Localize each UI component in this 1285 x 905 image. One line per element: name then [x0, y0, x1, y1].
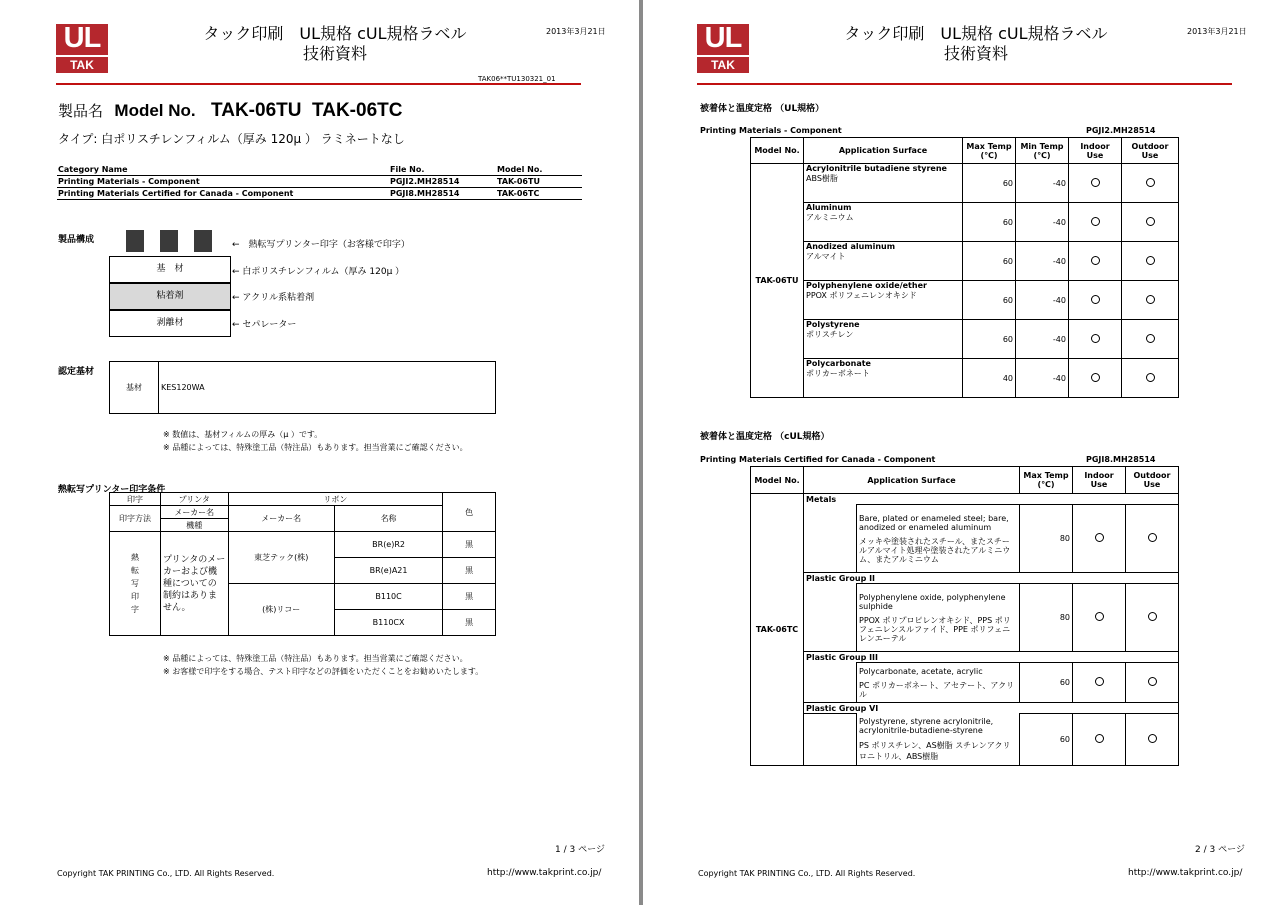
print-conditions-label: 熱転写プリンター印字条件: [58, 485, 166, 495]
table-cell: 印字方法: [110, 506, 161, 532]
ul-model: TAK-06TU: [751, 164, 804, 398]
cul-heading: 被着体と温度定格 （cUL規格）: [700, 432, 830, 442]
table-cell: 60: [1020, 714, 1073, 766]
table-cell: (株)リコー: [228, 584, 334, 636]
layer-note: ← アクリル系粘着剤: [232, 293, 315, 303]
table-cell: Max Temp (℃): [1020, 467, 1073, 494]
table-cell: [1126, 714, 1179, 766]
table-cell: Anodized aluminum アルマイト: [804, 242, 963, 281]
cul-rating-table: [750, 466, 1179, 766]
table-cell: -40: [1016, 359, 1069, 398]
table-cell: [1069, 359, 1122, 398]
logo-ul-text: UL: [63, 22, 101, 54]
table-cell: 色: [443, 493, 496, 532]
circle-icon: [1148, 612, 1157, 621]
note: ※ 品種によっては、特殊塗工品（特注品）もあります。担当営業にご確認ください。: [163, 443, 468, 452]
circle-icon: [1091, 295, 1100, 304]
circle-icon: [1146, 295, 1155, 304]
note: ※ 数値は、基材フィルムの厚み（μ ）です。: [163, 430, 323, 439]
table-cell: 60: [963, 320, 1016, 359]
header-rule: [56, 83, 581, 85]
table-cell: 黒: [443, 610, 496, 636]
table-cell: [1126, 663, 1179, 703]
circle-icon: [1146, 178, 1155, 187]
circle-icon: [1146, 217, 1155, 226]
logo-tak-text: TAK: [70, 58, 94, 72]
table-cell: B110C: [334, 584, 442, 610]
print-chip: [126, 230, 144, 252]
table-cell: [1073, 663, 1126, 703]
table-cell: [1069, 242, 1122, 281]
document-title: タック印刷 UL規格 cUL規格ラベル 技術資料: [844, 24, 1108, 63]
table-cell: Model No.: [497, 165, 543, 174]
document-date: 2013年3月21日: [1187, 27, 1247, 36]
category-table: [57, 164, 582, 200]
table-cell: リボン: [228, 493, 443, 506]
circle-icon: [1146, 334, 1155, 343]
document-title: タック印刷 UL規格 cUL規格ラベル 技術資料: [203, 24, 467, 63]
print-chip: [160, 230, 178, 252]
table-cell: 名称: [334, 506, 442, 532]
table-cell: 80: [1020, 584, 1073, 652]
table-cell: Model No.: [751, 467, 804, 494]
circle-icon: [1095, 612, 1104, 621]
table-cell: [1069, 320, 1122, 359]
table-cell: -40: [1016, 242, 1069, 281]
note: ※ 品種によっては、特殊塗工品（特注品）もあります。担当営業にご確認ください。: [163, 654, 468, 663]
table-cell: 印字: [110, 493, 161, 506]
table-cell: Indoor Use: [1069, 138, 1122, 164]
table-cell: [1073, 714, 1126, 766]
page-number: 2 / 3 ページ: [1195, 845, 1245, 855]
table-cell: 60: [963, 281, 1016, 320]
table-cell: Model No.: [751, 138, 804, 164]
table-cell: Polycarbonate ポリカーボネート: [804, 359, 963, 398]
table-cell: Polycarbonate, acetate, acrylic PC ポリカーボネート、アセテート、アクリル: [857, 663, 1020, 703]
table-cell: -40: [1016, 320, 1069, 359]
table-cell: 60: [963, 164, 1016, 203]
table-cell: 熱転写印字: [110, 532, 161, 636]
table-cell: [1126, 505, 1179, 573]
footer-url[interactable]: http://www.takprint.co.jp/: [487, 868, 602, 878]
table-cell: Outdoor Use: [1122, 138, 1179, 164]
table-cell: BR(e)R2: [334, 532, 442, 558]
footer-url[interactable]: http://www.takprint.co.jp/: [1128, 868, 1243, 878]
table-cell: File No.: [390, 165, 425, 174]
cert-label: 認定基材: [58, 367, 95, 377]
circle-icon: [1091, 373, 1100, 382]
print-conditions-table: [109, 492, 496, 636]
table-cell: Indoor Use: [1073, 467, 1126, 494]
table-cell: 60: [1020, 663, 1073, 703]
table-cell: B110CX: [334, 610, 442, 636]
copyright: Copyright TAK PRINTING Co., LTD. All Rights Reserved.: [698, 869, 916, 878]
page-number: 1 / 3 ページ: [555, 845, 605, 855]
table-cell: [1126, 584, 1179, 652]
table-cell: [1069, 164, 1122, 203]
layer-adhesive: 粘着剤: [109, 283, 231, 310]
table-cell: Polyphenylene oxide/ether PPOX ポリフェニレンオキシド: [804, 281, 963, 320]
ul-category: Printing Materials - Component: [700, 126, 842, 135]
table-cell: メーカー名: [228, 506, 334, 532]
document-date: 2013年3月21日: [546, 27, 606, 36]
table-cell: 80: [1020, 505, 1073, 573]
table-cell: -40: [1016, 164, 1069, 203]
ul-rating-table: [750, 137, 1179, 398]
table-cell: Category Name: [58, 165, 128, 174]
circle-icon: [1091, 217, 1100, 226]
cert-row-head: 基材: [110, 362, 159, 414]
table-cell: Application Surface: [804, 467, 1020, 494]
table-cell: [1069, 203, 1122, 242]
ul-tak-logo: [697, 24, 749, 73]
ul-heading: 被着体と温度定格 （UL規格）: [700, 104, 825, 114]
cert-value: KES120WA: [159, 362, 496, 414]
cul-file-no: PGJI8.MH28514: [1086, 455, 1156, 464]
layer-note: ← セパレーター: [232, 320, 297, 330]
table-cell: メーカー名: [160, 506, 228, 519]
table-cell: [804, 505, 857, 573]
circle-icon: [1091, 334, 1100, 343]
table-cell: プリンタのメーカーおよび機種についての制約はありません。: [160, 532, 228, 636]
print-chip: [194, 230, 212, 252]
table-cell: Application Surface: [804, 138, 963, 164]
table-cell: Polystyrene ポリスチレン: [804, 320, 963, 359]
table-cell: [1069, 281, 1122, 320]
table-cell: [1122, 164, 1179, 203]
table-cell: [1073, 584, 1126, 652]
table-cell: 黒: [443, 584, 496, 610]
page-1: [0, 0, 639, 905]
table-cell: Metals: [804, 494, 1179, 505]
table-cell: [804, 663, 857, 703]
header-rule: [697, 83, 1232, 85]
layer-note: ← 熱転写プリンター印字（お客様で印字）: [232, 240, 410, 250]
table-cell: 40: [963, 359, 1016, 398]
table-cell: 東芝テック(株): [228, 532, 334, 584]
cul-model: TAK-06TC: [751, 494, 804, 766]
table-cell: 黒: [443, 532, 496, 558]
layer-note: ← 白ポリスチレンフィルム（厚み 120μ ）: [232, 267, 405, 277]
circle-icon: [1146, 373, 1155, 382]
page-2: [643, 0, 1285, 905]
table-cell: Printing Materials - Component: [58, 177, 200, 186]
table-cell: Printing Materials Certified for Canada - Component: [58, 189, 294, 198]
table-cell: TAK-06TU: [497, 177, 540, 186]
table-cell: Polyphenylene oxide, polyphenylene sulphide PPOX ポリプロピレンオキシド、PPS ポリフェニレンスルファイド、PPE ポリフェニレンエーテル: [857, 584, 1020, 652]
note: ※ お客様で印字をする場合、テスト印字などの評価をいただくことをお勧めいたします。: [163, 667, 484, 676]
layer-liner: 剥離材: [109, 310, 231, 337]
logo-ul-text: UL: [704, 22, 742, 54]
table-cell: PGJI8.MH28514: [390, 189, 460, 198]
table-cell: [804, 584, 857, 652]
table-cell: Bare, plated or enameled steel; bare, anodized or enameled aluminum メッキや塗装されたスチール、またスチールアルマイト処理や塗装されたアルミニウム、またアルミニウム: [857, 505, 1020, 573]
circle-icon: [1148, 734, 1157, 743]
table-cell: Max Temp (℃): [963, 138, 1016, 164]
logo-tak-text: TAK: [711, 58, 735, 72]
table-cell: Plastic Group II: [804, 573, 1179, 584]
table-cell: BR(e)A21: [334, 558, 442, 584]
layer-base: 基 材: [109, 256, 231, 283]
table-cell: 黒: [443, 558, 496, 584]
table-cell: Plastic Group VI: [804, 703, 1179, 714]
table-cell: Min Temp (℃): [1016, 138, 1069, 164]
table-cell: 60: [963, 242, 1016, 281]
table-cell: -40: [1016, 203, 1069, 242]
circle-icon: [1095, 677, 1104, 686]
table-cell: [1122, 359, 1179, 398]
circle-icon: [1095, 533, 1104, 542]
table-cell: [1122, 203, 1179, 242]
circle-icon: [1091, 256, 1100, 265]
copyright: Copyright TAK PRINTING Co., LTD. All Rights Reserved.: [57, 869, 275, 878]
circle-icon: [1095, 734, 1104, 743]
product-title: 製品名 Model No. TAK-06TU TAK-06TC: [58, 100, 403, 121]
ul-tak-logo: [56, 24, 108, 73]
table-cell: [1073, 505, 1126, 573]
cul-category: Printing Materials Certified for Canada - Component: [700, 455, 936, 464]
circle-icon: [1148, 533, 1157, 542]
table-cell: [1122, 320, 1179, 359]
table-cell: 機種: [160, 519, 228, 532]
table-cell: [804, 714, 857, 766]
circle-icon: [1146, 256, 1155, 265]
table-cell: [1122, 242, 1179, 281]
table-cell: -40: [1016, 281, 1069, 320]
circle-icon: [1091, 178, 1100, 187]
ul-file-no: PGJI2.MH28514: [1086, 126, 1156, 135]
cert-table: [109, 361, 496, 414]
table-cell: Polystyrene, styrene acrylonitrile, acrylonitrile-butadiene-styrene PS ポリスチレン、AS樹脂 スチレンアクリロニトリル、ABS樹脂: [857, 714, 1020, 766]
table-cell: [1122, 281, 1179, 320]
circle-icon: [1148, 677, 1157, 686]
table-cell: Outdoor Use: [1126, 467, 1179, 494]
table-cell: Plastic Group III: [804, 652, 1179, 663]
doc-code: TAK06**TU130321_01: [478, 75, 556, 83]
table-cell: プリンタ: [160, 493, 228, 506]
construction-label: 製品構成: [58, 235, 95, 245]
table-cell: Aluminum アルミニウム: [804, 203, 963, 242]
table-cell: PGJI2.MH28514: [390, 177, 460, 186]
type-line: タイプ: 白ポリスチレンフィルム（厚み 120μ ） ラミネートなし: [58, 132, 405, 146]
table-cell: TAK-06TC: [497, 189, 540, 198]
table-cell: 60: [963, 203, 1016, 242]
table-cell: Acrylonitrile butadiene styrene ABS樹脂: [804, 164, 963, 203]
